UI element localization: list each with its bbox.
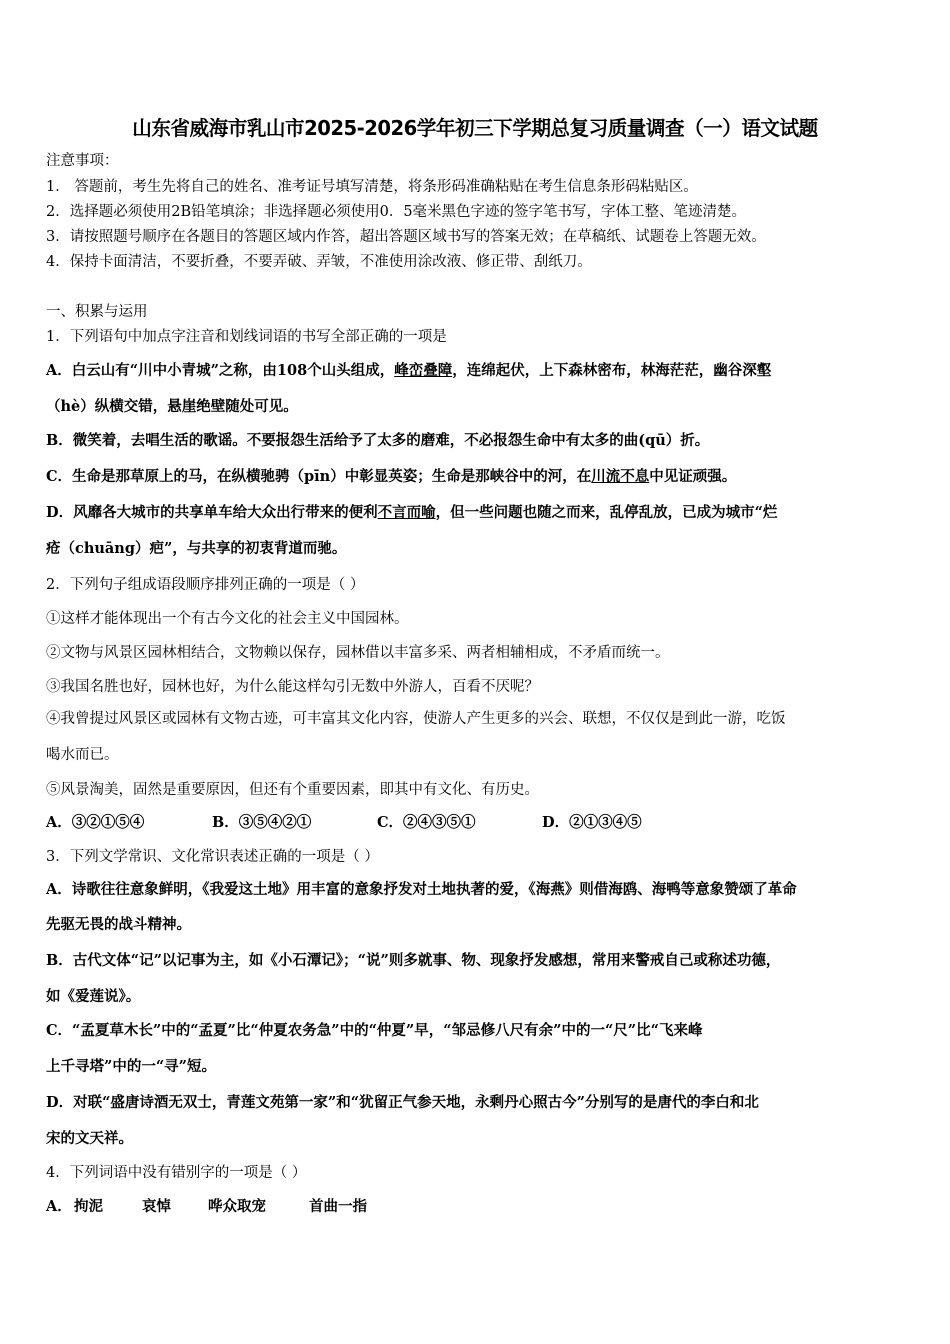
notice-item: 2．选择题必须使用2B铅笔填涂；非选择题必须使用0．5毫米黑色字迹的签字笔书写，字体工整、笔迹清楚。 <box>46 204 747 220</box>
q1-a-text: ，连绵起伏，上下森林密布，林海茫茫，幽谷深壑 <box>452 362 772 379</box>
q1-c-text: C．生命是那草原上的马，在纵横驰骋（pīn）中彰显英姿；生命是那峡谷中的河，在 <box>46 468 592 485</box>
q1-option-c <box>46 467 736 487</box>
q3-option-b: B．古代文体“记”以记事为主，如《小石潭记》；“说”则多就事、物、现象抒发感想，常用来警戒自己或称述功德， <box>46 952 781 969</box>
question-4-stem: 4．下列词语中没有错别字的一项是（ ） <box>46 1165 307 1181</box>
q1-a-underlined: 峰峦叠障 <box>394 362 453 379</box>
notice-item: 4．保持卡面清洁，不要折叠，不要弄破、弄皱，不准使用涂改液、修正带、刮纸刀。 <box>46 254 592 270</box>
q1-d-text: ，但一些问题也随之而来，乱停乱放，已成为城市“烂 <box>435 504 778 521</box>
q1-option-d <box>46 503 777 523</box>
q2-sentence: ④我曾提过风景区或园林有文物古迹，可丰富其文化内容，使游人产生更多的兴会、联想，不仅仅是到此一游，吃饭 <box>46 711 786 727</box>
q4-option-label: A． <box>46 1198 72 1215</box>
q2-option-a: A．③②①⑤④ <box>46 814 145 831</box>
q2-option-c: C．②④③⑤① <box>377 814 476 831</box>
q2-sentence: ⑤风景淘美，固然是重要原因，但还有个重要因素，即其中有文化、有历史。 <box>46 782 539 798</box>
q2-sentence: ①这样才能体现出一个有古今文化的社会主义中国园林。 <box>46 611 409 627</box>
question-2-stem: 2．下列句子组成语段顺序排列正确的一项是（ ） <box>46 577 365 593</box>
q2-sentence-cont: 喝水而已。 <box>46 747 119 763</box>
q4-word: 拘泥 <box>74 1198 103 1215</box>
q4-word: 哗众取宠 <box>208 1198 266 1215</box>
q3-option-d-cont: 宋的文天祥。 <box>46 1130 133 1147</box>
q3-option-c: C．“孟夏草木长”中的“孟夏”比“仲夏农务急”中的“仲夏”早，“邹忌修八尺有余”中的一“尺”比“飞来峰 <box>46 1022 703 1039</box>
q1-c-text: 中见证顽强。 <box>649 468 737 485</box>
question-1-stem: 1．下列语句中加点字注音和划线词语的书写全部正确的一项是 <box>46 329 447 345</box>
q2-option-b: B．③⑤④②① <box>212 814 312 831</box>
q1-a-text: A．白云山有“川中小青城”之称，由108个山头组成， <box>46 362 395 379</box>
page-title: 山东省威海市乳山市2025-2026学年初三下学期总复习质量调查（一）语文试题 <box>132 116 818 140</box>
q1-c-underlined: 川流不息 <box>591 468 650 485</box>
q1-option-a <box>46 361 771 381</box>
q1-d-text: D．风靡各大城市的共享单车给大众出行带来的便利 <box>46 504 378 521</box>
q2-option-d: D．②①③④⑤ <box>542 814 642 831</box>
q1-d-underlined: 不言而喻 <box>377 504 436 521</box>
q4-word: 首曲一指 <box>309 1198 367 1215</box>
section-heading: 一、积累与运用 <box>46 304 148 320</box>
notice-item: 1． 答题前，考生先将自己的姓名、准考证号填写清楚，将条形码准确粘贴在考生信息条形码粘贴区。 <box>46 179 698 195</box>
notice-heading: 注意事项： <box>46 153 119 169</box>
q4-word: 哀悼 <box>142 1198 171 1215</box>
q3-option-b-cont: 如《爱莲说》。 <box>46 988 141 1005</box>
q3-option-d: D．对联“盛唐诗酒无双士，青莲文苑第一家”和“犹留正气参天地，永剩丹心照古今”分别写的是唐代的李白和北 <box>46 1094 759 1111</box>
q2-sentence: ③我国名胜也好，园林也好，为什么能这样勾引无数中外游人，百看不厌呢？ <box>46 679 539 695</box>
q1-option-d-cont: 疮（chuāng）疤”，与共享的初衷背道而驰。 <box>46 540 347 557</box>
q3-option-a-cont: 先驱无畏的战斗精神。 <box>46 916 191 933</box>
q2-sentence: ②文物与风景区园林相结合，文物赖以保存，园林借以丰富多采、两者相辅相成，不矛盾而统一。 <box>46 645 670 661</box>
q1-option-a-cont: （hè）纵横交错，悬崖绝壁随处可见。 <box>46 398 298 415</box>
q3-option-a: A．诗歌往往意象鲜明，《我爱这土地》用丰富的意象抒发对土地执著的爱，《海燕》则借海鸥、海鸭等意象赞颂了革命 <box>46 881 797 898</box>
q1-option-b: B．微笑着，去唱生活的歌谣。不要报怨生活给予了太多的磨难，不必报怨生命中有太多的曲(qū）折。 <box>46 432 710 449</box>
question-3-stem: 3．下列文学常识、文化常识表述正确的一项是（ ） <box>46 849 379 865</box>
q3-option-c-cont: 上千寻塔”中的一“寻”短。 <box>46 1058 217 1075</box>
notice-item: 3．请按照题号顺序在各题目的答题区域内作答，超出答题区域书写的答案无效；在草稿纸、试题卷上答题无效。 <box>46 229 766 245</box>
